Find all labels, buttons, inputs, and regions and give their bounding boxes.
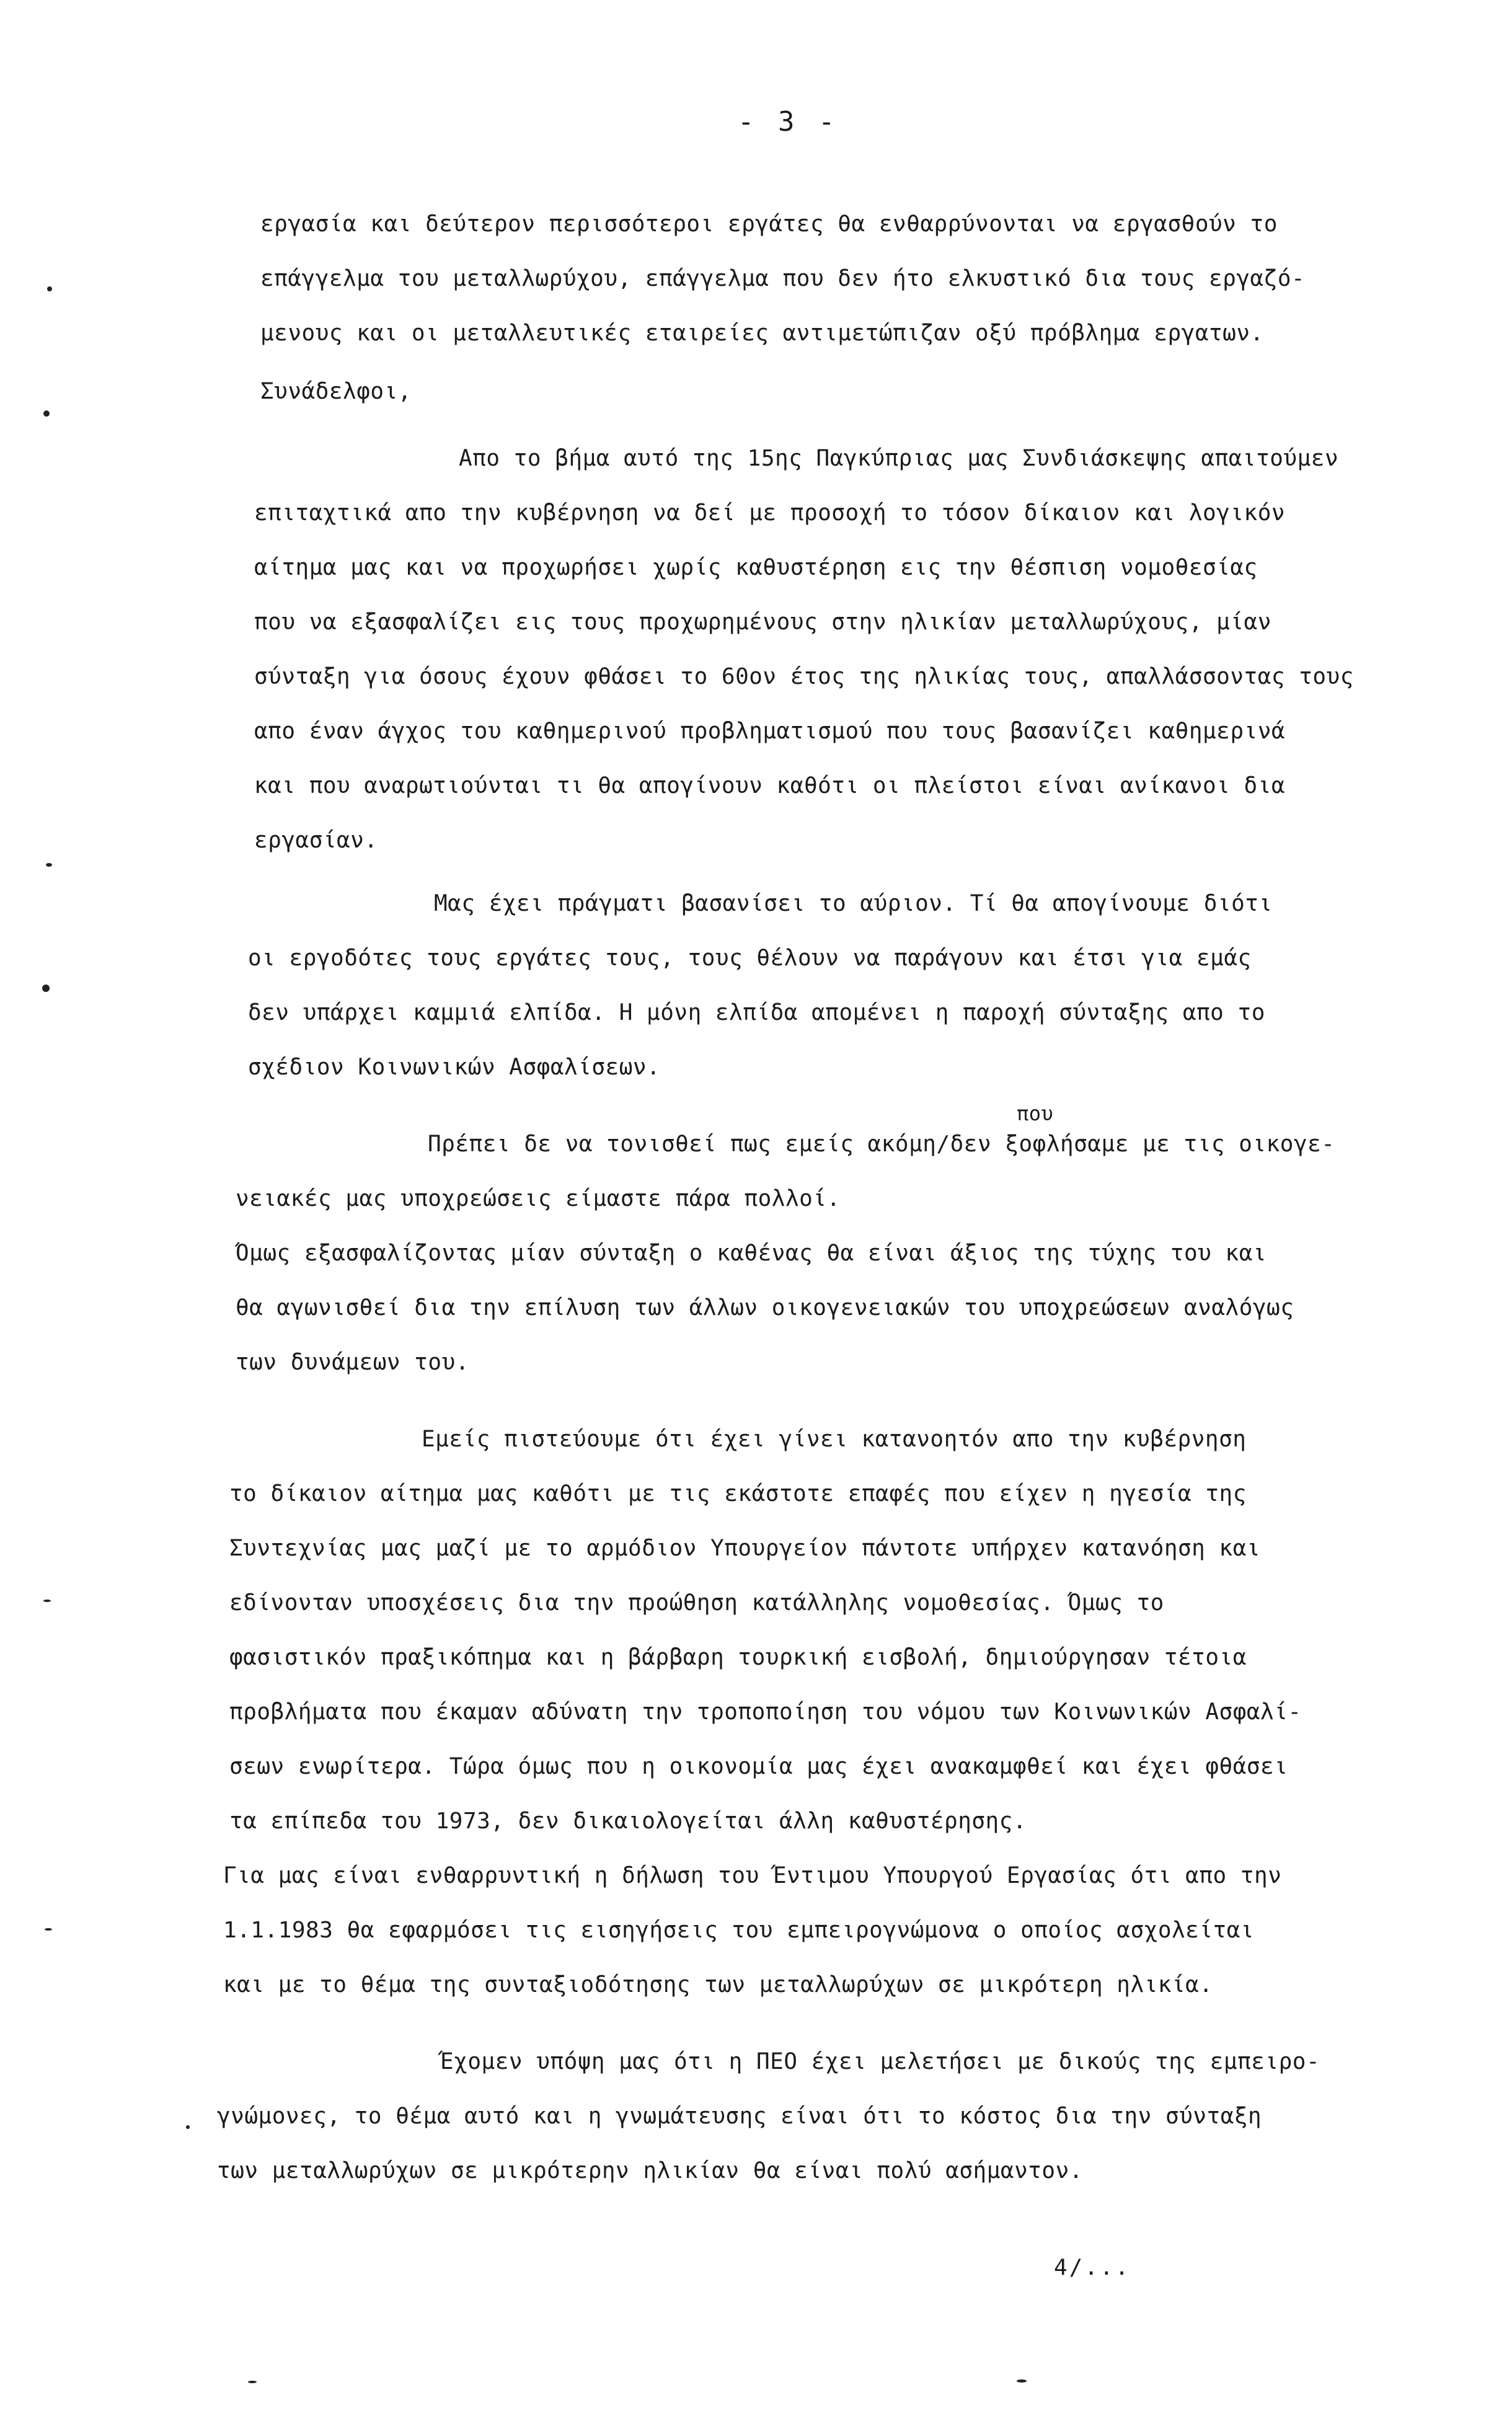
text-line: νειακές μας υποχρεώσεις είμαστε πάρα πολλοί.	[236, 1186, 841, 1211]
scan-speck	[47, 286, 52, 291]
text-line: φασιστικόν πραξικόπημα και η βάρβαρη τουρκική εισβολή, δημιούργησαν τέτοια	[229, 1645, 1247, 1670]
text-line: Συνάδελφοι,	[260, 379, 412, 404]
text-line: απο έναν άγχος του καθημερινού προβληματισμού που τους βασανίζει καθημερινά	[254, 719, 1286, 744]
text-line: αίτημα μας και να προχωρήσει χωρίς καθυστέρηση εις την θέσπιση νομοθεσίας	[254, 555, 1258, 580]
text-line: σχέδιον Κοινωνικών Ασφαλίσεων.	[248, 1055, 661, 1080]
text-line: θα αγωνισθεί δια την επίλυση των άλλων οικογενειακών του υποχρεώσεων αναλόγως	[236, 1295, 1294, 1321]
text-line: οι εργοδότες τους εργάτες τους, τους θέλουν να παράγουν και έτσι για εμάς	[248, 945, 1252, 971]
scan-speck	[1017, 2379, 1027, 2383]
text-line: Για μας είναι ενθαρρυντική η δήλωση του Έντιμου Υπουργού Εργασίας ότι απο την	[223, 1863, 1282, 1888]
text-line: 1.1.1983 θα εφαρμόσει τις εισηγήσεις του εμπειρογνώμονα ο οποίος ασχολείται	[223, 1918, 1255, 1943]
text-line: γνώμονες, το θέμα αυτό και η γνωμάτευσης είναι ότι το κόστος δια την σύνταξη	[217, 2104, 1262, 2129]
text-line: Όμως εξασφαλίζοντας μίαν σύνταξη ο καθένας θα είναι άξιος της τύχης του και	[236, 1241, 1267, 1266]
scan-speck	[46, 863, 52, 867]
scan-speck	[45, 1928, 52, 1931]
scan-speck	[186, 2125, 190, 2129]
text-line: Μας έχει πράγματι βασανίσει το αύριον. Τί θα απογίνουμε διότι	[434, 891, 1273, 916]
text-line: Εμείς πιστεύουμε ότι έχει γίνει κατανοητόν απο την κυβέρνηση	[422, 1427, 1247, 1452]
text-line: επιταχτικά απο την κυβέρνηση να δεί με προσοχή το τόσον δίκαιον και λογικόν	[254, 500, 1286, 526]
text-line: σύνταξη για όσους έχουν φθάσει το 60ον έτος της ηλικίας τους, απαλλάσσοντας τους	[254, 664, 1354, 689]
text-line: μενους και οι μεταλλευτικές εταιρείες αντιμετώπιζαν οξύ πρόβλημα εργατων.	[260, 321, 1264, 346]
text-line: εργασία και δεύτερον περισσότεροι εργάτες θα ενθαρρύνονται να εργασθούν το	[260, 211, 1278, 237]
scan-speck	[42, 985, 50, 992]
page-number: - 3 -	[738, 106, 839, 138]
text-line: το δίκαιον αίτημα μας καθότι με τις εκάστοτε επαφές που είχεν η ηγεσία της	[229, 1481, 1247, 1507]
text-line: Έχομεν υπόψη μας ότι η ΠΕΟ έχει μελετήσει με δικούς της εμπειρο-	[440, 2049, 1320, 2074]
text-line: δεν υπάρχει καμμιά ελπίδα. Η μόνη ελπίδα απομένει η παροχή σύνταξης απο το	[248, 1000, 1265, 1025]
text-line: σεων ενωρίτερα. Τώρα όμως που η οικονομία μας έχει ανακαμφθεί και έχει φθάσει	[229, 1754, 1288, 1779]
text-line: προβλήματα που έκαμαν αδύνατη την τροποποίηση του νόμου των Κοινωνικών Ασφαλί-	[229, 1699, 1302, 1725]
text-line: που να εξασφαλίζει εις τους προχωρημένους στην ηλικίαν μεταλλωρύχους, μίαν	[254, 609, 1271, 635]
scan-speck	[248, 2381, 257, 2383]
continuation-marker: 4/...	[1054, 2255, 1131, 2280]
interlinear-insertion: που	[1017, 1102, 1054, 1125]
text-line: εδίνονταν υποσχέσεις δια την προώθηση κατάλληλης νομοθεσίας. Όμως το	[229, 1590, 1164, 1616]
scan-speck	[43, 1600, 51, 1602]
text-line: Πρέπει δε να τονισθεί πως εμείς ακόμη/δεν ξοφλήσαμε με τις οικογε-	[428, 1131, 1335, 1157]
text-line: εργασίαν.	[254, 828, 378, 853]
text-line: Συντεχνίας μας μαζί με το αρμόδιον Υπουργείον πάντοτε υπήρχεν κατανόηση και	[229, 1536, 1261, 1561]
text-line: επάγγελμα του μεταλλωρύχου, επάγγελμα που δεν ήτο ελκυστικό δια τους εργαζό-	[260, 266, 1306, 291]
text-line: και που αναρωτιούνται τι θα απογίνουν καθότι οι πλείστοι είναι ανίκανοι δια	[254, 773, 1286, 799]
text-line: και με το θέμα της συνταξιοδότησης των μεταλλωρύχων σε μικρότερη ηλικία.	[223, 1972, 1213, 1998]
text-line: των δυνάμεων του.	[236, 1350, 469, 1375]
text-line: Απο το βήμα αυτό της 15ης Παγκύπριας μας Συνδιάσκεψης απαιτούμεν	[459, 446, 1339, 471]
text-line: των μεταλλωρύχων σε μικρότερην ηλικίαν θα είναι πολύ ασήμαντον.	[217, 2158, 1083, 2184]
text-line: τα επίπεδα του 1973, δεν δικαιολογείται άλλη καθυστέρησης.	[229, 1808, 1027, 1834]
scan-speck	[43, 410, 50, 417]
